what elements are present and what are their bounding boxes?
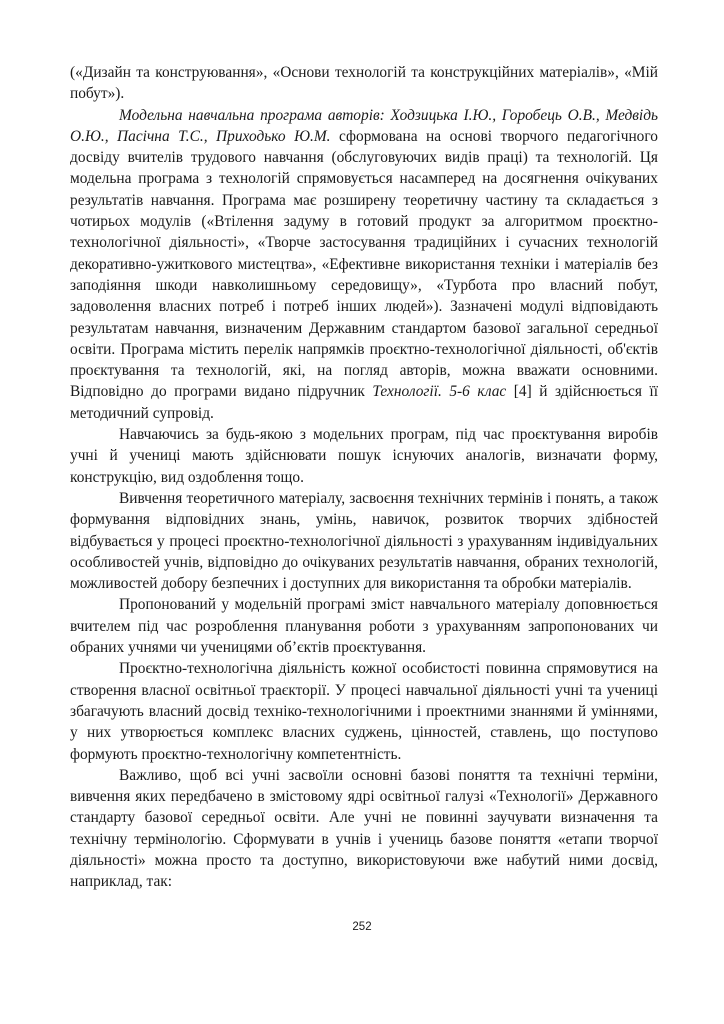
paragraph-projecting: Навчаючись за будь-якою з модельних програм, під час проєктування виробів учні й учениці мають здійснювати пошук існуючих аналогів, визначати форму, конструкцію, вид оздоблення тощо. — [70, 426, 658, 486]
paragraph-text: [4] й здійснюється її методичний супровід. — [70, 383, 658, 422]
authors-italic: Модельна навчальна програма авторів: Ходзицька І.Ю., Горобець О.В., Медвідь О.Ю., Пасічна Т.С., Приходько Ю.М. — [70, 106, 658, 145]
paragraph-text: сформована на основі творчого педагогічного досвіду вчителів трудового навчання (обслуговуючих видів праці) та технологій. Ця модельна програма з технологій спрямовується насамперед на досягнення очікуваних результатів навчання. Програма має розширену теоретичну частину та складається з чотирьох модулів («Втілення задуму в готовий продукт за алгоритмом проєктно-технологічної діяльності», «Творче застосування традиційних і сучасних технологій декоративно-ужиткового мистецтва», «Ефективне використання техніки і матеріалів без заподіяння шкоди навколишньому середовищу», «Турбота про власний побут, задоволення власних потреб і потреб інших людей»). Зазначені модулі відповідають результатам навчання, визначеним Державним стандартом базової загальної середньої освіти. Програма містить перелік напрямків проєктно-технологічної діяльності, об'єктів проєктування та технологій, які, на погляд авторів, можна вважати основними. Відповідно до програми видано підручник — [70, 127, 658, 401]
paragraph-theory: Вивчення теоретичного матеріалу, засвоєння технічних термінів і понять, а також формування відповідних знань, умінь, навичок, розвиток творчих здібностей відбувається у процесі проєктно-технологічної діяльності з урахуванням індивідуальних особливостей учнів, відповідно до очікуваних результатів навчання, обраних технологій, можливостей добору безпечних і доступних для використання та обробки матеріалів. — [70, 489, 658, 593]
paragraph-model-program — [70, 105, 658, 424]
paragraph-concepts: Важливо, щоб всі учні засвоїли основні базові поняття та технічні терміни, вивчення яких передбачено в змістовому ядрі освітньої галузі «Технології» Державного стандарту базової середньої освіти. Але учні не повинні заучувати визначення та технічну термінологію. Сформувати в учнів і учениць базове поняття «етапи творчої діяльності» можна просто та доступно, використовуючи вже набутий ними досвід, наприклад, так: — [70, 766, 658, 891]
paragraph-activity: Проєктно-технологічна діяльність кожної особистості повинна спрямовутися на створення власної освітньої траєкторії. У процесі навчальної діяльності учні та учениці збагачують власний досвід техніко-технологічними і проектними знаннями й уміннями, у них утворюється комплекс власних суджень, цінностей, ставлень, що поступово формують проєктно-технологічну компетентність. — [70, 660, 658, 763]
page-number: 252 — [352, 921, 372, 933]
document-body — [70, 62, 658, 893]
paragraph-continuation: («Дизайн та конструювання», «Основи технологій та конструкційних матеріалів», «Мій побут»). — [70, 64, 658, 103]
paragraph-content: Пропонований у модельній програмі зміст навчального матеріалу доповнюється вчителем під час розроблення планування роботи з урахуванням запропонованих чи обраних учнями чи ученицями об’єктів проєктування. — [70, 596, 658, 657]
textbook-title-italic: Технології. 5-6 клас — [372, 383, 507, 401]
